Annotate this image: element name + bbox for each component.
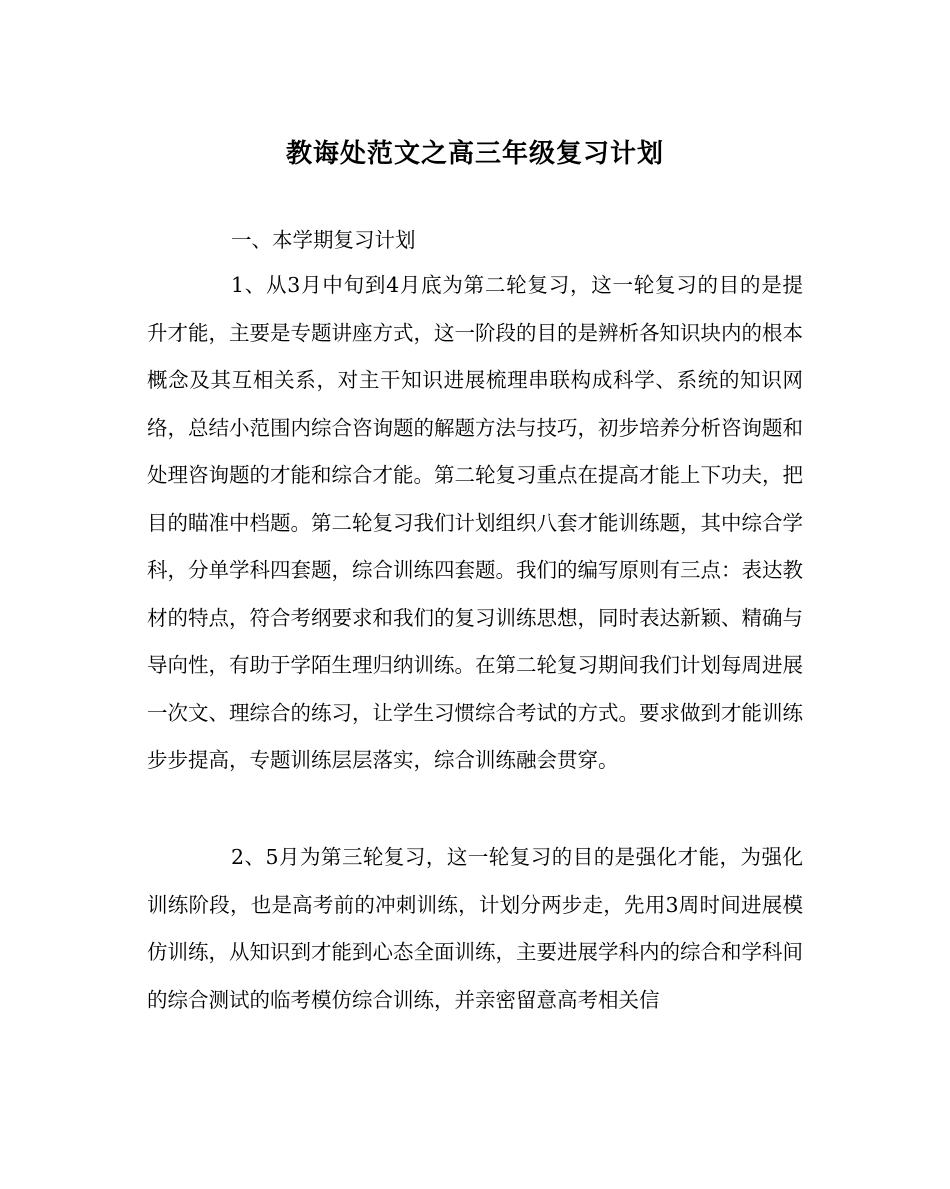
section-heading: 一、本学期复习计划 [231, 228, 416, 252]
paragraph-2: 2、5月为第三轮复习，这一轮复习的目的是强化才能，为强化训练阶段，也是高考前的冲刺训练，计划分两步走，先用3周时间进展模仿训练，从知识到才能到心态全面训练，主要进展学科内的综合和学科间的综合测试的临考模仿综合训练，并亲密留意高考相关信 [147, 845, 803, 1012]
document-title: 教诲处范文之高三年级复习计划 [285, 139, 664, 169]
paragraph-1: 1、从3月中旬到4月底为第二轮复习，这一轮复习的目的是提升才能，主要是专题讲座方式，这一阶段的目的是辨析各知识块内的根本概念及其互相关系，对主干知识进展梳理串联构成科学、系统的知识网络，总结小范围内综合咨询题的解题方法与技巧，初步培养分析咨询题和处理咨询题的才能和综合才能。第二轮复习重点在提高才能上下功夫，把目的瞄准中档题。第二轮复习我们计划组织八套才能训练题，其中综合学科，分单学科四套题，综合训练四套题。我们的编写原则有三点：表达教材的特点，符合考纲要求和我们的复习训练思想，同时表达新颖、精确与导向性，有助于学陌生理归纳训练。在第二轮复习期间我们计划每周进展一次文、理综合的练习，让学生习惯综合考试的方式。要求做到才能训练步步提高，专题训练层层落实，综合训练融会贯穿。 [147, 273, 803, 772]
